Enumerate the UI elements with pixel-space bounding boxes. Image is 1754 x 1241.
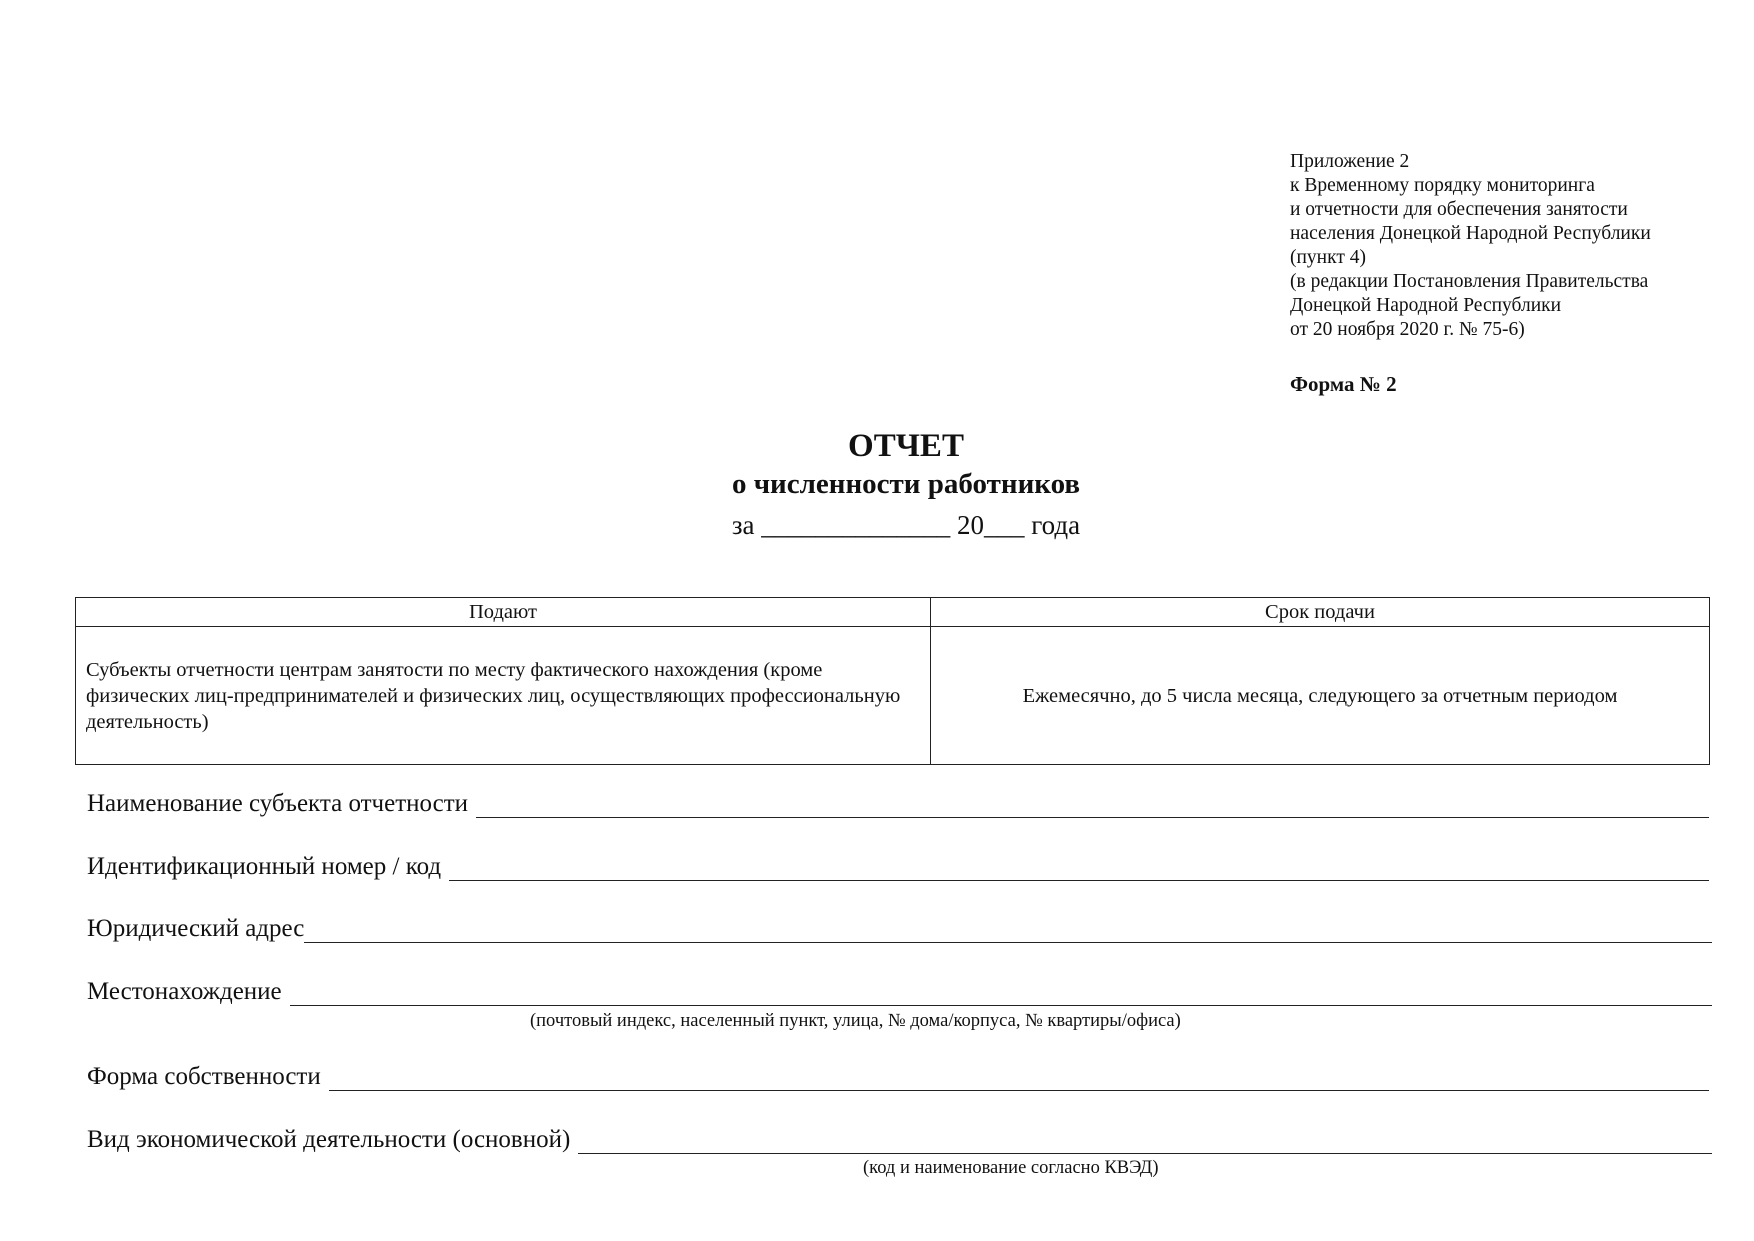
report-period: за ______________ 20___ года xyxy=(731,510,1081,540)
field-label: Местонахождение xyxy=(87,978,282,1005)
field-id-code[interactable] xyxy=(87,853,1709,881)
cell-deadline: Ежемесячно, до 5 числа месяца, следующего за отчетным периодом xyxy=(931,627,1710,765)
field-label: Идентификационный номер / код xyxy=(87,853,442,880)
appendix-line: Приложение 2 xyxy=(1290,151,1410,172)
fill-line[interactable] xyxy=(290,981,1712,1006)
appendix-line: Донецкой Народной Республики xyxy=(1290,295,1562,316)
appendix-line: (пункт 4) xyxy=(1290,247,1366,268)
field-entity-name[interactable] xyxy=(87,790,1709,818)
field-activity[interactable] xyxy=(87,1126,1712,1154)
location-caption: (почтовый индекс, населенный пункт, улица, № дома/корпуса, № квартиры/офиса) xyxy=(530,1011,1181,1031)
fill-line[interactable] xyxy=(329,1066,1709,1091)
report-title: ОТЧЕТ xyxy=(848,428,964,464)
appendix-line: и отчетности для обеспечения занятости xyxy=(1290,199,1628,220)
header-submitters: Подают xyxy=(76,598,931,627)
field-ownership[interactable] xyxy=(87,1063,1709,1091)
field-label: Юридический адрес xyxy=(87,915,305,942)
appendix-note xyxy=(1290,150,1651,342)
report-subtitle: о численности работников xyxy=(731,468,1081,500)
header-deadline: Срок подачи xyxy=(931,598,1710,627)
appendix-line: населения Донецкой Народной Республики xyxy=(1290,223,1651,244)
fill-line[interactable] xyxy=(476,793,1709,818)
field-label: Наименование субъекта отчетности xyxy=(87,790,469,817)
activity-caption: (код и наименование согласно КВЭД) xyxy=(863,1158,1159,1178)
cell-submitters: Субъекты отчетности центрам занятости по месту фактического нахождения (кроме физических лиц-предпринимателей и физических лиц, осуществляющих профессиональную деятельность) xyxy=(76,627,931,765)
appendix-line: (в редакции Постановления Правительства xyxy=(1290,271,1649,292)
field-location[interactable] xyxy=(87,978,1712,1006)
field-legal-address[interactable] xyxy=(87,915,1712,943)
fill-line[interactable] xyxy=(578,1129,1712,1154)
appendix-line: от 20 ноября 2020 г. № 75-6) xyxy=(1290,319,1525,340)
submission-table xyxy=(75,597,1710,765)
appendix-line: к Временному порядку мониторинга xyxy=(1290,175,1595,196)
field-label: Форма собственности xyxy=(87,1063,321,1090)
field-label: Вид экономической деятельности (основной) xyxy=(87,1126,571,1153)
fill-line[interactable] xyxy=(449,856,1709,881)
fill-line[interactable] xyxy=(304,918,1712,943)
form-number: Форма № 2 xyxy=(1290,372,1397,396)
